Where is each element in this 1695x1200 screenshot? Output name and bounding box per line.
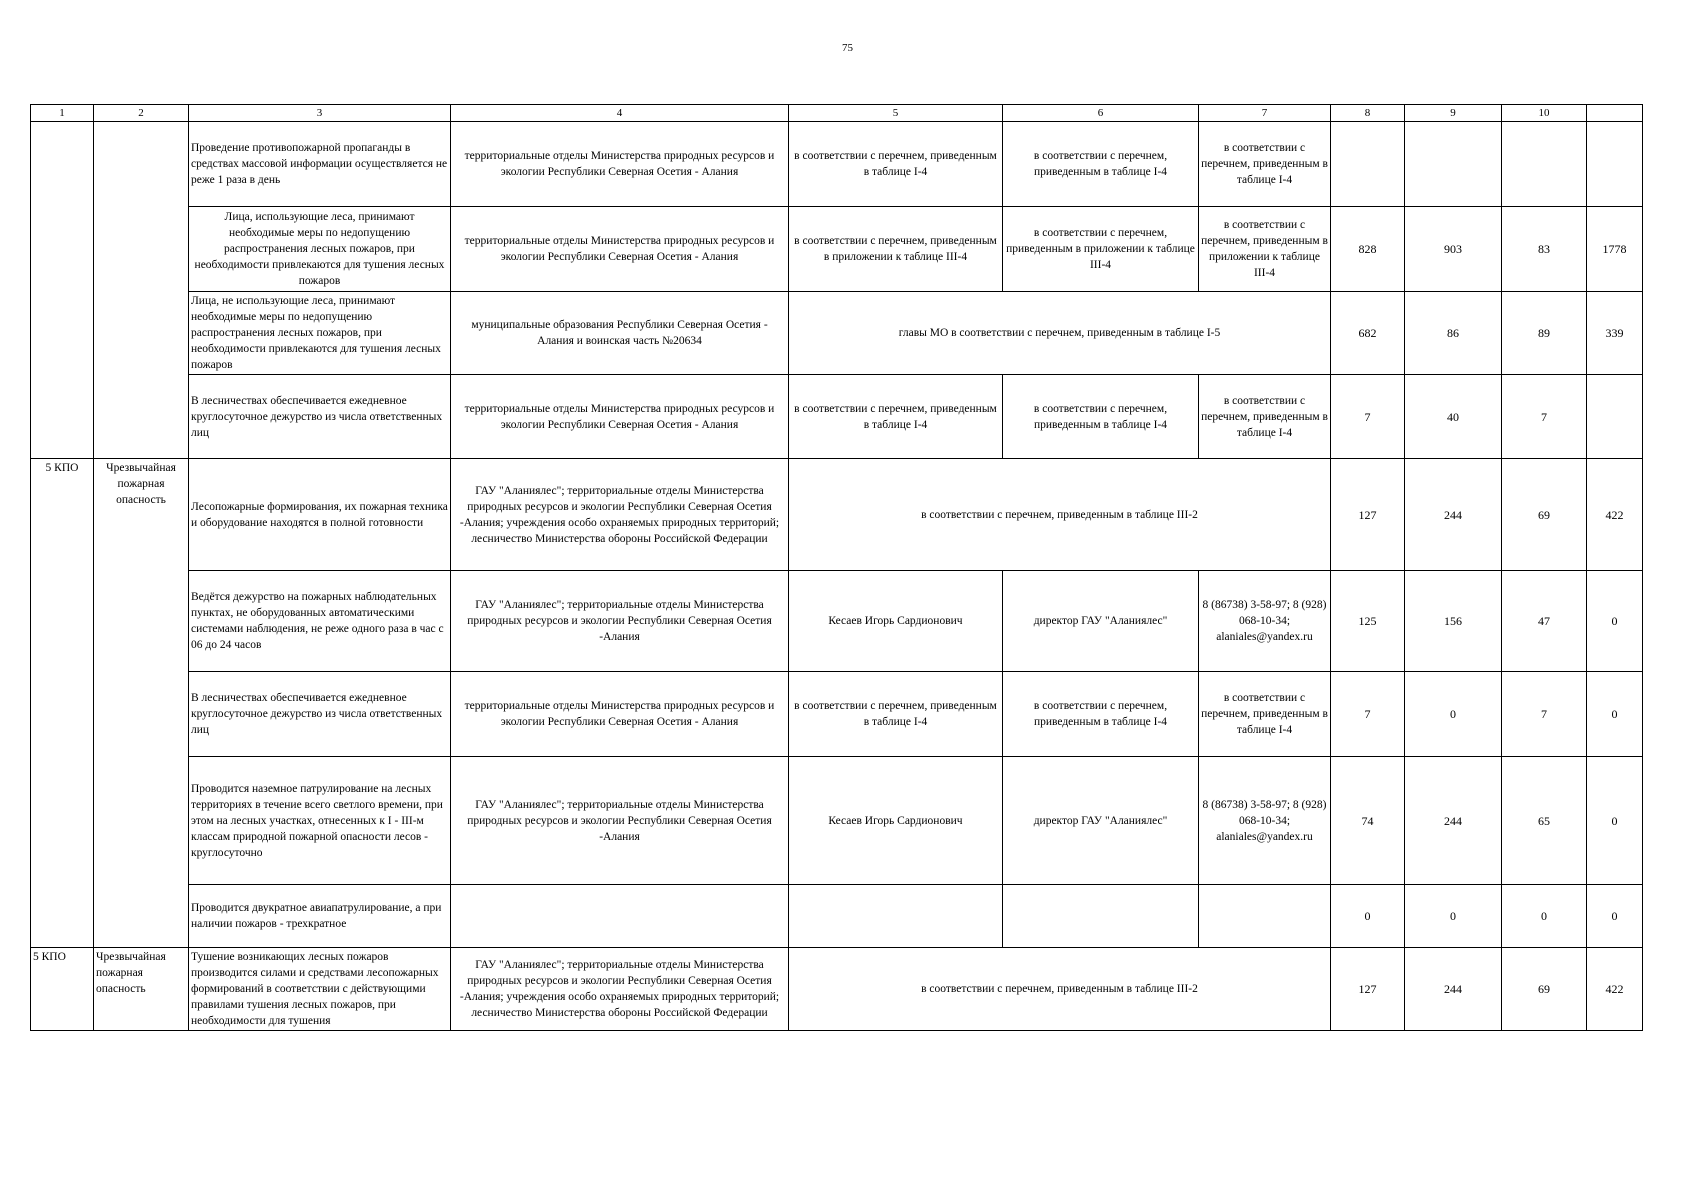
col-header-11 (1587, 105, 1643, 122)
measure-cell: Лесопожарные формирования, их пожарная техника и оборудование находятся в полной готовности (189, 459, 451, 571)
value-cell: 903 (1405, 207, 1502, 292)
value-cell: 156 (1405, 571, 1502, 672)
contact-person-cell: в соответствии с перечнем, приведенным в таблице I-4 (789, 122, 1003, 207)
value-cell: 7 (1331, 672, 1405, 757)
fire-class-cell: 5 КПО (31, 459, 94, 948)
value-cell (1587, 122, 1643, 207)
phone-cell: 8 (86738) 3-58-97; 8 (928) 068-10-34; alaniales@yandex.ru (1199, 571, 1331, 672)
value-cell (1331, 122, 1405, 207)
value-cell: 7 (1502, 672, 1587, 757)
phone-cell: в соответствии с перечнем, приведенным в таблице I-4 (1199, 122, 1331, 207)
cell-empty (31, 207, 94, 292)
col-header-9: 9 (1405, 105, 1502, 122)
value-cell: 69 (1502, 948, 1587, 1031)
measure-cell: Проводится двукратное авиапатрулирование, а при наличии пожаров - трехкратное (189, 885, 451, 948)
cell-empty (94, 122, 189, 207)
responsible-org-cell: территориальные отделы Министерства природных ресурсов и экологии Республики Северная Осетия - Алания (451, 207, 789, 292)
contact-person-cell (789, 885, 1003, 948)
value-cell: 1778 (1587, 207, 1643, 292)
table-row (31, 672, 1643, 757)
table-row (31, 757, 1643, 885)
col-header-10: 10 (1502, 105, 1587, 122)
value-cell: 125 (1331, 571, 1405, 672)
responsible-org-cell: ГАУ "Аланиялес"; территориальные отделы Министерства природных ресурсов и экологии Республики Северная Осетия -Алания; учреждения особо охраняемых природных территорий; лесничество Министерства обороны Российской Федерации (451, 459, 789, 571)
position-cell: в соответствии с перечнем, приведенным в таблице I-4 (1003, 122, 1199, 207)
value-cell (1502, 122, 1587, 207)
value-cell: 828 (1331, 207, 1405, 292)
value-cell: 89 (1502, 292, 1587, 375)
phone-cell: 8 (86738) 3-58-97; 8 (928) 068-10-34; alaniales@yandex.ru (1199, 757, 1331, 885)
value-cell (1405, 122, 1502, 207)
measure-cell: Лица, использующие леса, принимают необходимые меры по недопущению распространения лесных пожаров, при необходимости привлекаются для тушения лесных пожаров (189, 207, 451, 292)
value-cell: 0 (1587, 885, 1643, 948)
page-number: 75 (842, 42, 853, 54)
phone-cell: в соответствии с перечнем, приведенным в приложении к таблице III-4 (1199, 207, 1331, 292)
cell-empty (94, 292, 189, 375)
contact-person-cell: в соответствии с перечнем, приведенным в приложении к таблице III-4 (789, 207, 1003, 292)
measure-cell: Лица, не использующие леса, принимают необходимые меры по недопущению распространения лесных пожаров, при необходимости привлекаются для тушения лесных пожаров (189, 292, 451, 375)
phone-cell (1199, 885, 1331, 948)
position-cell: в соответствии с перечнем, приведенным в таблице I-4 (1003, 672, 1199, 757)
responsible-org-cell: территориальные отделы Министерства природных ресурсов и экологии Республики Северная Осетия - Алания (451, 122, 789, 207)
value-cell: 86 (1405, 292, 1502, 375)
value-cell: 40 (1405, 375, 1502, 459)
col-header-6: 6 (1003, 105, 1199, 122)
col-header-8: 8 (1331, 105, 1405, 122)
value-cell: 422 (1587, 459, 1643, 571)
col-header-7: 7 (1199, 105, 1331, 122)
value-cell: 0 (1587, 672, 1643, 757)
table-row (31, 375, 1643, 459)
position-cell (1003, 885, 1199, 948)
measure-cell: В лесничествах обеспечивается ежедневное круглосуточное дежурство из числа ответственных лиц (189, 672, 451, 757)
value-cell: 0 (1405, 672, 1502, 757)
fire-danger-cell: Чрезвычайная пожарная опасность (94, 948, 189, 1031)
phone-cell: в соответствии с перечнем, приведенным в таблице I-4 (1199, 375, 1331, 459)
value-cell: 0 (1405, 885, 1502, 948)
merged-contact-cell: в соответствии с перечнем, приведенным в таблице III-2 (789, 948, 1331, 1031)
measure-cell: Ведётся дежурство на пожарных наблюдательных пунктах, не оборудованных автоматическими системами наблюдения, не реже одного раза в час с 06 до 24 часов (189, 571, 451, 672)
cell-empty (31, 375, 94, 459)
responsible-org-cell: ГАУ "Аланиялес"; территориальные отделы Министерства природных ресурсов и экологии Республики Северная Осетия -Алания (451, 571, 789, 672)
value-cell: 74 (1331, 757, 1405, 885)
table-row (31, 207, 1643, 292)
value-cell: 422 (1587, 948, 1643, 1031)
measure-cell: В лесничествах обеспечивается ежедневное круглосуточное дежурство из числа ответственных лиц (189, 375, 451, 459)
cell-empty (31, 122, 94, 207)
contact-person-cell: Кесаев Игорь Сардионович (789, 757, 1003, 885)
value-cell: 0 (1502, 885, 1587, 948)
position-cell: директор ГАУ "Аланиялес" (1003, 571, 1199, 672)
value-cell: 0 (1587, 571, 1643, 672)
value-cell: 0 (1587, 757, 1643, 885)
column-number-header (31, 105, 1643, 122)
phone-cell: в соответствии с перечнем, приведенным в таблице I-4 (1199, 672, 1331, 757)
value-cell: 65 (1502, 757, 1587, 885)
value-cell: 244 (1405, 948, 1502, 1031)
table-row (31, 571, 1643, 672)
col-header-3: 3 (189, 105, 451, 122)
measure-cell: Проведение противопожарной пропаганды в средствах массовой информации осуществляется не реже 1 раза в день (189, 122, 451, 207)
value-cell: 0 (1331, 885, 1405, 948)
cell-empty (94, 375, 189, 459)
col-header-1: 1 (31, 105, 94, 122)
table-row (31, 459, 1643, 571)
value-cell: 244 (1405, 459, 1502, 571)
responsible-org-cell: ГАУ "Аланиялес"; территориальные отделы Министерства природных ресурсов и экологии Республики Северная Осетия -Алания (451, 757, 789, 885)
responsible-org-cell (451, 885, 789, 948)
contact-person-cell: в соответствии с перечнем, приведенным в таблице I-4 (789, 375, 1003, 459)
col-header-5: 5 (789, 105, 1003, 122)
value-cell: 682 (1331, 292, 1405, 375)
fire-danger-cell: Чрезвычайная пожарная опасность (94, 459, 189, 948)
cell-empty (94, 207, 189, 292)
fire-plan-table (30, 104, 1643, 1031)
responsible-org-cell: ГАУ "Аланиялес"; территориальные отделы Министерства природных ресурсов и экологии Республики Северная Осетия -Алания; учреждения особо охраняемых природных территорий; лесничество Министерства обороны Российской Федерации (451, 948, 789, 1031)
value-cell: 7 (1502, 375, 1587, 459)
value-cell: 7 (1331, 375, 1405, 459)
merged-contact-cell: главы МО в соответствии с перечнем, приведенным в таблице I-5 (789, 292, 1331, 375)
table-row (31, 948, 1643, 1031)
position-cell: в соответствии с перечнем, приведенным в приложении к таблице III-4 (1003, 207, 1199, 292)
table-row (31, 292, 1643, 375)
table-row (31, 885, 1643, 948)
responsible-org-cell: территориальные отделы Министерства природных ресурсов и экологии Республики Северная Осетия - Алания (451, 375, 789, 459)
col-header-2: 2 (94, 105, 189, 122)
value-cell: 244 (1405, 757, 1502, 885)
measure-cell: Проводится наземное патрулирование на лесных территориях в течение всего светлого времени, при этом на лесных участках, отнесенных к I - III-м классам природной пожарной опасности лесов - круглосуточно (189, 757, 451, 885)
value-cell: 339 (1587, 292, 1643, 375)
value-cell: 127 (1331, 948, 1405, 1031)
value-cell: 127 (1331, 459, 1405, 571)
position-cell: директор ГАУ "Аланиялес" (1003, 757, 1199, 885)
measure-cell: Тушение возникающих лесных пожаров производится силами и средствами лесопожарных формирований в соответствии с действующими правилами тушения лесных пожаров, при необходимости для тушения (189, 948, 451, 1031)
merged-contact-cell: в соответствии с перечнем, приведенным в таблице III-2 (789, 459, 1331, 571)
fire-class-cell: 5 КПО (31, 948, 94, 1031)
contact-person-cell: Кесаев Игорь Сардионович (789, 571, 1003, 672)
value-cell: 69 (1502, 459, 1587, 571)
value-cell: 47 (1502, 571, 1587, 672)
position-cell: в соответствии с перечнем, приведенным в таблице I-4 (1003, 375, 1199, 459)
contact-person-cell: в соответствии с перечнем, приведенным в таблице I-4 (789, 672, 1003, 757)
value-cell (1587, 375, 1643, 459)
value-cell: 83 (1502, 207, 1587, 292)
col-header-4: 4 (451, 105, 789, 122)
table-row (31, 122, 1643, 207)
responsible-org-cell: муниципальные образования Республики Северная Осетия - Алания и воинская часть №20634 (451, 292, 789, 375)
responsible-org-cell: территориальные отделы Министерства природных ресурсов и экологии Республики Северная Осетия - Алания (451, 672, 789, 757)
cell-empty (31, 292, 94, 375)
